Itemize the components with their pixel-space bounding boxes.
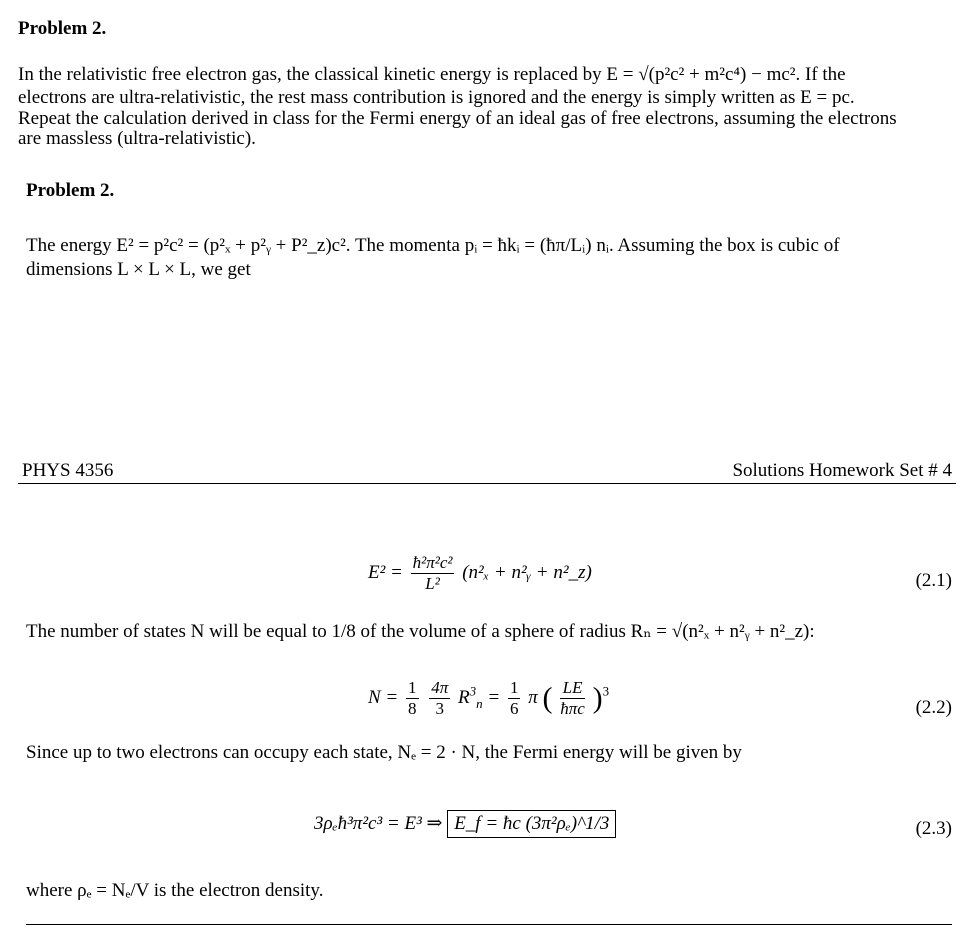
eq3-boxed-result: E_f = ħc (3π²ρₑ)^1/3 xyxy=(447,810,616,838)
equation-2-1 xyxy=(368,553,592,594)
eq1-numerator: ħ²π²c² xyxy=(412,553,453,572)
solution-heading: Problem 2. xyxy=(26,180,115,201)
problem-line-1: In the relativistic free electron gas, the classical kinetic energy is replaced by E = √(p²c² + m²c⁴) − mc². If the xyxy=(18,64,846,85)
solution-line-2: dimensions L × L × L, we get xyxy=(26,259,251,280)
problem-heading: Problem 2. xyxy=(18,18,107,39)
problem-line-4: are massless (ultra-relativistic). xyxy=(18,128,256,149)
header-rule xyxy=(18,483,956,484)
eq3-number: (2.3) xyxy=(915,818,952,839)
eq1-number: (2.1) xyxy=(915,570,952,591)
equation-2-3 xyxy=(314,810,616,838)
eq1-rhs: (n²ₓ + n²ᵧ + n²_z) xyxy=(462,561,592,583)
header-title: Solutions Homework Set # 4 xyxy=(732,460,952,481)
problem-line-3: Repeat the calculation derived in class for the Fermi energy of an ideal gas of free electrons, assuming the electrons xyxy=(18,108,897,129)
states-line: The number of states N will be equal to 1/8 of the volume of a sphere of radius Rₙ = √(n²ₓ + n²ᵧ + n²_z): xyxy=(26,621,815,642)
footer-rule xyxy=(26,924,952,925)
solution-line-1: The energy E² = p²c² = (p²ₓ + p²ᵧ + P²_z)c². The momenta pᵢ = ħkᵢ = (ħπ/Lᵢ) nᵢ. Assuming the box is cubic of xyxy=(26,235,840,256)
equation-2-2: N = $\frac{1}{8}$ $\frac{4\pi}{3}$ $R^3_n$ = $\frac{1}{6}$ π ( $\frac{LE}{\text{ħπc}}$ )$^3$ xyxy=(368,678,610,718)
eq2-number: (2.2) xyxy=(915,697,952,718)
eq1-denominator: L² xyxy=(425,574,440,593)
eq1-fraction xyxy=(411,553,455,594)
problem-line-2: electrons are ultra-relativistic, the rest mass contribution is ignored and the energy is simply written as E = pc. xyxy=(18,87,855,108)
eq3-lhs: 3ρₑħ³π²c³ = E³ ⇒ xyxy=(314,813,443,834)
density-line: where ρₑ = Nₑ/V is the electron density. xyxy=(26,880,324,901)
header-course: PHYS 4356 xyxy=(22,460,114,481)
eq1-lhs: E² = xyxy=(368,561,403,583)
fermi-line: Since up to two electrons can occupy each state, Nₑ = 2 · N, the Fermi energy will be given by xyxy=(26,742,742,763)
